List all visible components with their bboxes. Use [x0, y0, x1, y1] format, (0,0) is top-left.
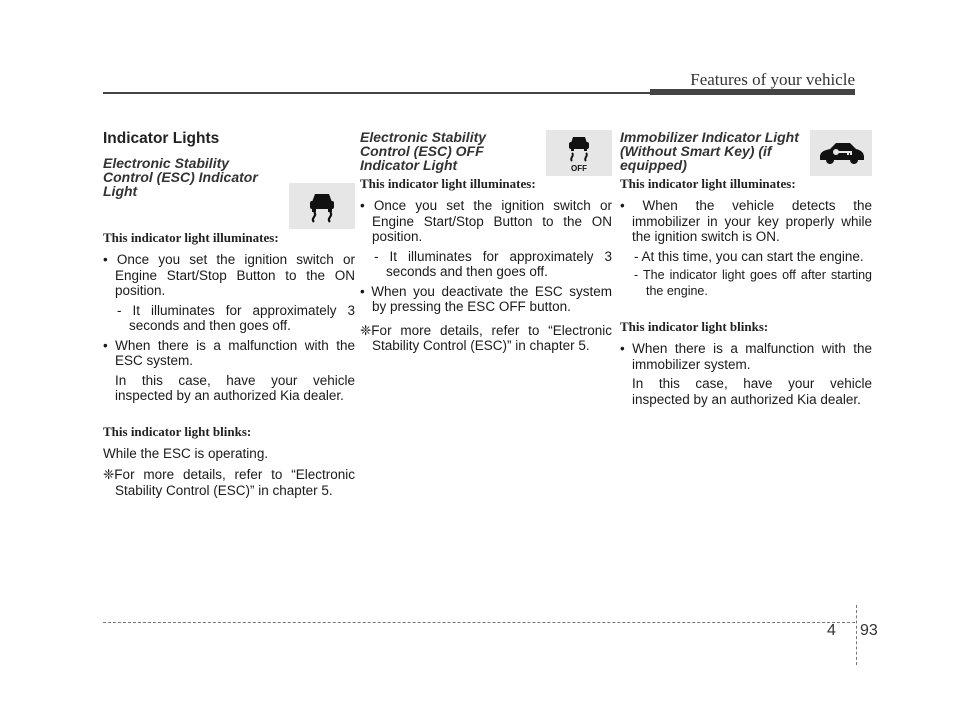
bullet-malfunction: • When there is a malfunction with the immobilizer system. — [620, 341, 872, 372]
column-immobilizer — [620, 130, 872, 411]
running-header: Features of your vehicle — [690, 70, 855, 89]
immobilizer-heading: Immobilizer Indicator Light (Without Smart Key) (if equipped) — [620, 129, 799, 173]
chapter-number: 4 — [827, 622, 836, 639]
blinks-label: This indicator light blinks: — [620, 319, 769, 334]
esc-heading-block — [103, 156, 355, 208]
immobilizer-heading-block — [620, 130, 872, 182]
bullet-ignition: • Once you set the ignition switch or Engine Start/Stop Button to the ON position. — [360, 198, 612, 244]
esc-off-heading: Electronic Stability Control (ESC) OFF Indicator Light — [360, 129, 487, 173]
dash-approx: - It illuminates for approximately 3 seconds and then goes off. — [117, 302, 355, 333]
immobilizer-key-car-icon — [810, 130, 872, 176]
esc-heading: Electronic Stability Control (ESC) Indicator Light — [103, 155, 258, 199]
dash-goes-off: - The indicator light goes off after starting the engine. — [634, 268, 872, 298]
bullet-deactivate: • When you deactivate the ESC system by pressing the ESC OFF button. — [360, 283, 612, 314]
esc-skid-icon — [289, 183, 355, 229]
header-rule-accent — [650, 89, 855, 95]
footer-divider — [856, 605, 857, 665]
illuminates-label: This indicator light illuminates: — [360, 176, 536, 191]
blinks-label: This indicator light blinks: — [103, 423, 252, 439]
dash-start: - At this time, you can start the engine. — [634, 248, 864, 264]
blinks-text: While the ESC is operating. — [103, 445, 269, 461]
bullet-detects: • When the vehicle detects the immobilizer in your key properly while the ignition switch is ON. — [620, 198, 872, 244]
esc-off-heading-block — [360, 130, 612, 182]
para-inspect: In this case, have your vehicle inspected by an authorized Kia dealer. — [115, 372, 355, 403]
esc-off-icon-text: OFF — [571, 164, 587, 173]
reference-note: ❈For more details, refer to “Electronic Stability Control (ESC)” in chapter 5. — [360, 322, 612, 353]
reference-note: ❈For more details, refer to “Electronic Stability Control (ESC)” in chapter 5. — [103, 467, 355, 498]
column-esc-off — [360, 130, 612, 354]
bullet-ignition: • Once you set the ignition switch or Engine Start/Stop Button to the ON position. — [103, 252, 355, 298]
para-inspect: In this case, have your vehicle inspected by an authorized Kia dealer. — [632, 376, 872, 407]
footer-rule — [103, 622, 855, 623]
bullet-malfunction: • When there is a malfunction with the ESC system. — [103, 337, 355, 368]
column-esc — [103, 130, 355, 498]
illuminates-label: This indicator light illuminates: — [103, 230, 279, 245]
esc-off-icon — [546, 130, 612, 176]
section-title: Indicator Lights — [103, 130, 220, 147]
page-number: 93 — [860, 622, 878, 639]
illuminates-label: This indicator light illuminates: — [620, 176, 796, 191]
dash-approx: - It illuminates for approximately 3 seconds and then goes off. — [374, 248, 612, 279]
